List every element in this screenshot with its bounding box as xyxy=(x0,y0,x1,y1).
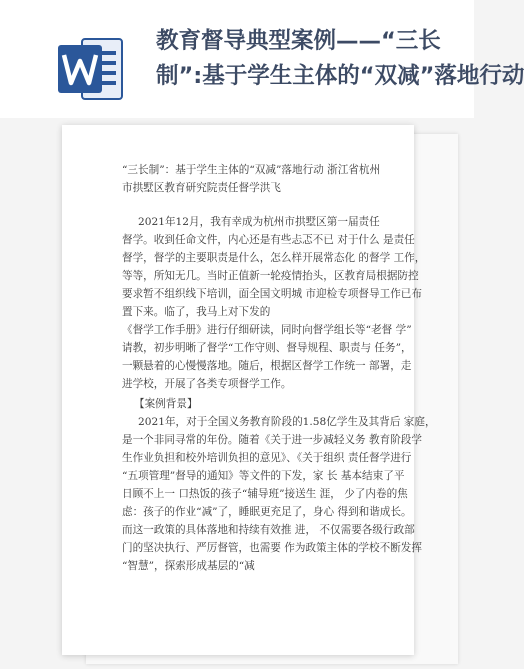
text-line: 督学。收到任命文件，内心还是有些忐忑不已 对于什么 是责任 xyxy=(122,234,415,246)
text-line: 一颗悬着的心慢慢落地。随后，根据区督学工作统一 部署，走 xyxy=(122,360,412,372)
text-line: 虑：孩子的作业“减”了，睡眠更充足了，身心 得到和谐成长。 xyxy=(122,506,412,518)
text-line: “三长制”：基于学生主体的“双减”落地行动 浙江省杭州 xyxy=(122,164,381,176)
word-document-icon xyxy=(56,37,126,101)
text-line: 是一个非同寻常的年份。随着《关于进一步减轻义务 教育阶段学 xyxy=(122,434,422,446)
text-line: 而这一政策的具体落地和持续有效推 进， 不仅需要各级行政部 xyxy=(122,524,415,536)
text-line: 门的坚决执行、严厉督管，也需要 作为政策主体的学校不断发挥 xyxy=(122,542,422,554)
text-line: 要求暂不组织线下培训，面全国文明城 市迎检专项督导工作已布 xyxy=(122,288,422,300)
document-title xyxy=(156,24,524,94)
document-page xyxy=(62,125,436,655)
title-line-2: 制”:基于学生主体的“双减”落地行动 xyxy=(156,63,524,89)
section-heading: 【案例背景】 xyxy=(134,398,198,410)
text-line: “智慧”，探索形成基层的“减 xyxy=(122,560,255,572)
text-line: 2021年，对于全国义务教育阶段的1.58亿学生及其背后 家庭， xyxy=(138,416,436,428)
document-header xyxy=(0,0,524,118)
text-line: 等等，所知无几。当时正值新一轮疫情抬头，区教育局根据防控 xyxy=(122,270,419,282)
title-line-1: 教育督导典型案例——“三长 xyxy=(156,28,441,54)
text-line: 置下来。临了，我马上对下发的 xyxy=(122,306,271,318)
text-line: 《督学工作手册》进行仔细研读，同时向督学组长等“老督 学” xyxy=(122,324,412,336)
text-line: 请教，初步明晰了督学“工作守则、督导规程、职责与 任务”， xyxy=(122,342,412,354)
text-line: 进学校，开展了各类专项督学工作。 xyxy=(122,378,292,390)
text-line: 督学，督学的主要职责是什么，怎么样开展常态化 的督学 工作， xyxy=(122,252,426,264)
text-line: 生作业负担和校外培训负担的意见》、《关于组织 责任督学进行 xyxy=(122,452,412,464)
text-line: 日顾不上一 口热饭的孩子“辅导班”接送生 涯， 少了内卷的焦 xyxy=(122,488,408,500)
text-line: 市拱墅区教育研究院责任督学洪飞 xyxy=(122,182,281,194)
text-line: “五项管理”督导的通知》等文件的下发，家 长 基本结束了平 xyxy=(122,470,405,482)
text-line: 2021年12月，我有幸成为杭州市拱墅区第一届责任 xyxy=(138,216,380,228)
